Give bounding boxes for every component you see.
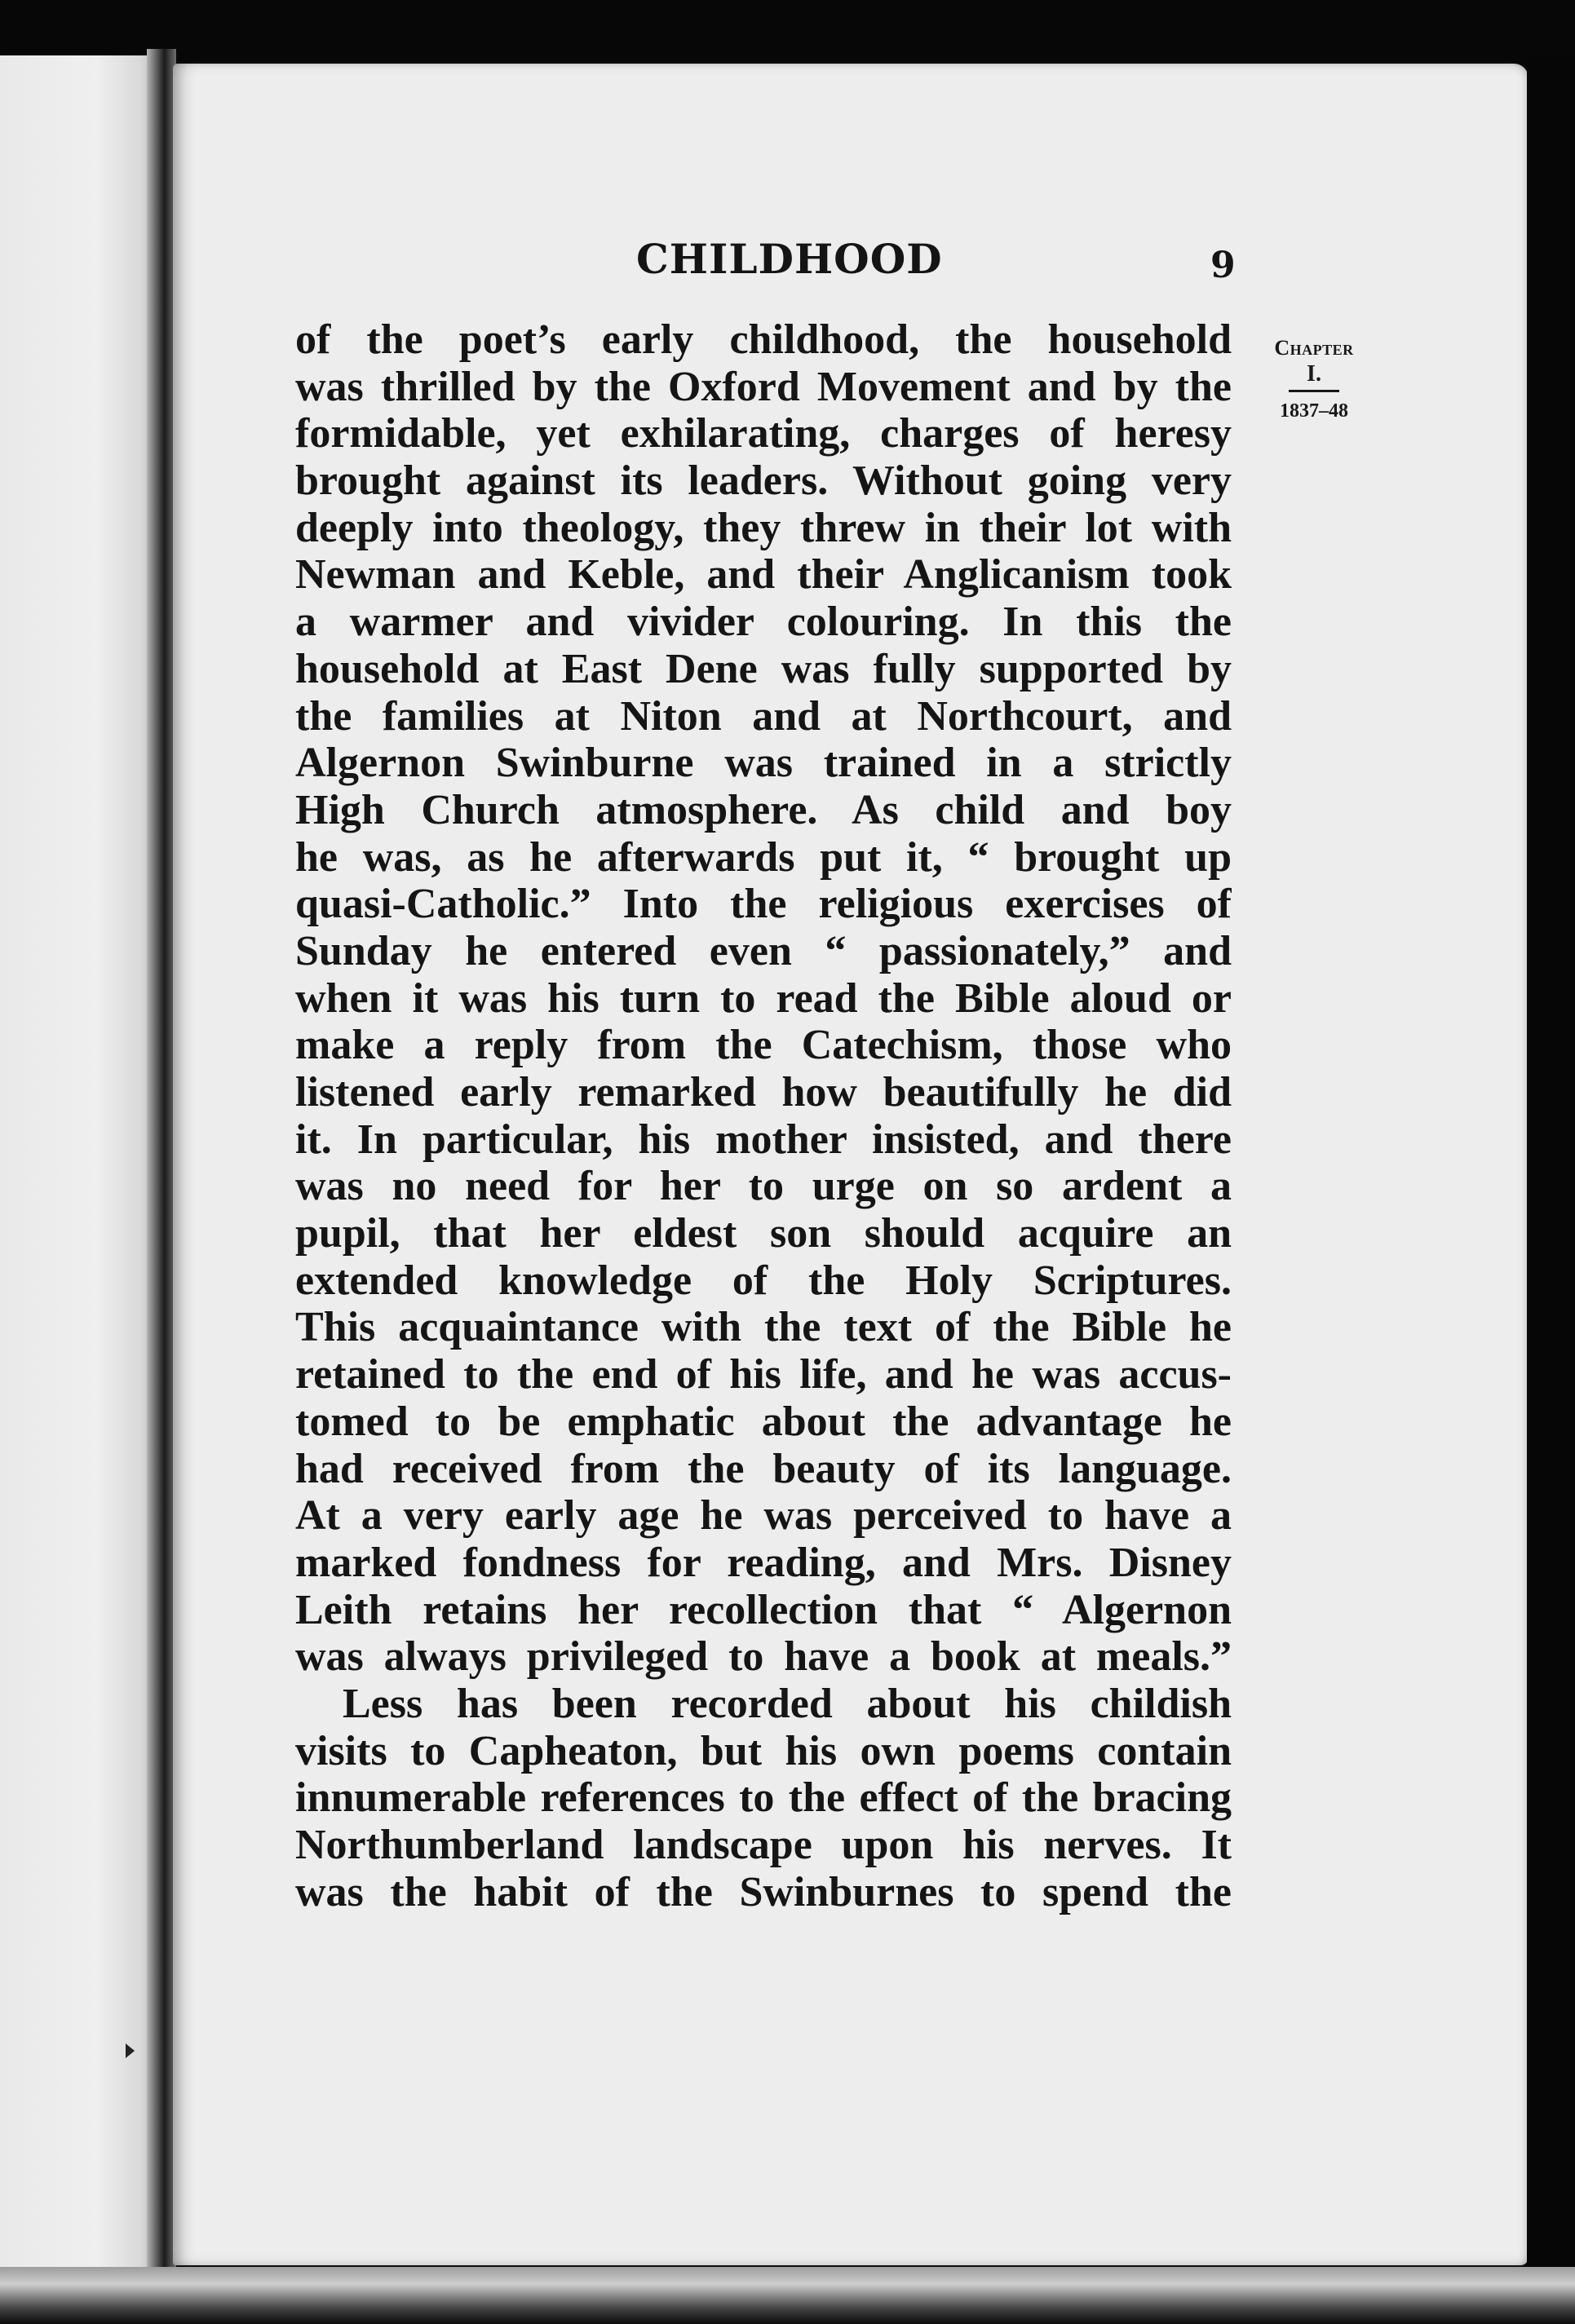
- text-line: pupil, that her eldest son should acquire an: [295, 1210, 1232, 1257]
- page-number: 9: [1210, 245, 1236, 286]
- text-line: was no need for her to urge on so ardent a: [295, 1163, 1232, 1210]
- text-line: innumerable references to the effect of the bracing: [295, 1774, 1232, 1822]
- text-line: Newman and Keble, and their Anglicanism took: [295, 551, 1232, 599]
- text-line: marked fondness for reading, and Mrs. Disney: [295, 1539, 1232, 1586]
- book-gutter: [147, 49, 176, 2300]
- running-head: CHILDHOOD: [636, 235, 943, 283]
- text-line: Less has been recorded about his childish: [343, 1680, 1232, 1727]
- text-line: listened early remarked how beautifully he did: [295, 1069, 1232, 1116]
- text-line: Northumberland landscape upon his nerves. It: [295, 1822, 1232, 1868]
- text-line: the families at Niton and at Northcourt, and: [295, 692, 1232, 740]
- margin-rule: [1289, 390, 1339, 392]
- text-line: was the habit of the Swinburnes to spend the: [295, 1868, 1232, 1915]
- margin-arrow-mark: [126, 2043, 135, 2058]
- text-line: Sunday he entered even “ passionately,” and: [295, 927, 1232, 974]
- text-line: of the poet’s early childhood, the household: [295, 316, 1232, 363]
- text-line: brought against its leaders. Without going very: [295, 457, 1232, 505]
- text-line: he was, as he afterwards put it, “ brought up: [295, 833, 1232, 881]
- text-line: make a reply from the Catechism, those who: [295, 1022, 1232, 1069]
- margin-years: 1837–48: [1280, 400, 1348, 422]
- text-line: it. In particular, his mother insisted, and there: [295, 1116, 1232, 1163]
- text-line: formidable, yet exhilarating, charges of heresy: [295, 410, 1232, 457]
- text-line: At a very early age he was perceived to have a: [295, 1492, 1232, 1540]
- text-line: was thrilled by the Oxford Movement and by the: [295, 363, 1232, 410]
- text-line: Leith retains her recollection that “ Algernon: [295, 1586, 1232, 1633]
- body-text: [295, 316, 1232, 1915]
- text-line: visits to Capheaton, but his own poems contain: [295, 1727, 1232, 1774]
- text-line: High Church atmosphere. As child and boy: [295, 786, 1232, 833]
- text-line: quasi-Catholic.” Into the religious exercises of: [295, 881, 1232, 928]
- text-line: was always privileged to have a book at meals.”: [295, 1633, 1232, 1681]
- text-line: a warmer and vivider colouring. In this the: [295, 599, 1232, 646]
- scan-top-border: [0, 0, 1575, 65]
- margin-chapter-label: Chapter: [1274, 336, 1354, 360]
- scan-right-border: [1527, 57, 1575, 2324]
- text-line: retained to the end of his life, and he was accus-: [295, 1351, 1232, 1398]
- text-line: This acquaintance with the text of the Bible he: [295, 1304, 1232, 1351]
- text-line: deeply into theology, they threw in their lot with: [295, 504, 1232, 551]
- text-line: household at East Dene was fully supported by: [295, 645, 1232, 692]
- text-line: tomed to be emphatic about the advantage he: [295, 1398, 1232, 1445]
- text-line: Algernon Swinburne was trained in a strictly: [295, 740, 1232, 787]
- text-line: had received from the beauty of its language.: [295, 1445, 1232, 1492]
- margin-note: [1253, 334, 1375, 423]
- text-line: extended knowledge of the Holy Scriptures.: [295, 1257, 1232, 1304]
- margin-chapter-number: I.: [1307, 361, 1321, 387]
- scan-bottom-border: [0, 2267, 1575, 2324]
- text-line: when it was his turn to read the Bible aloud or: [295, 974, 1232, 1022]
